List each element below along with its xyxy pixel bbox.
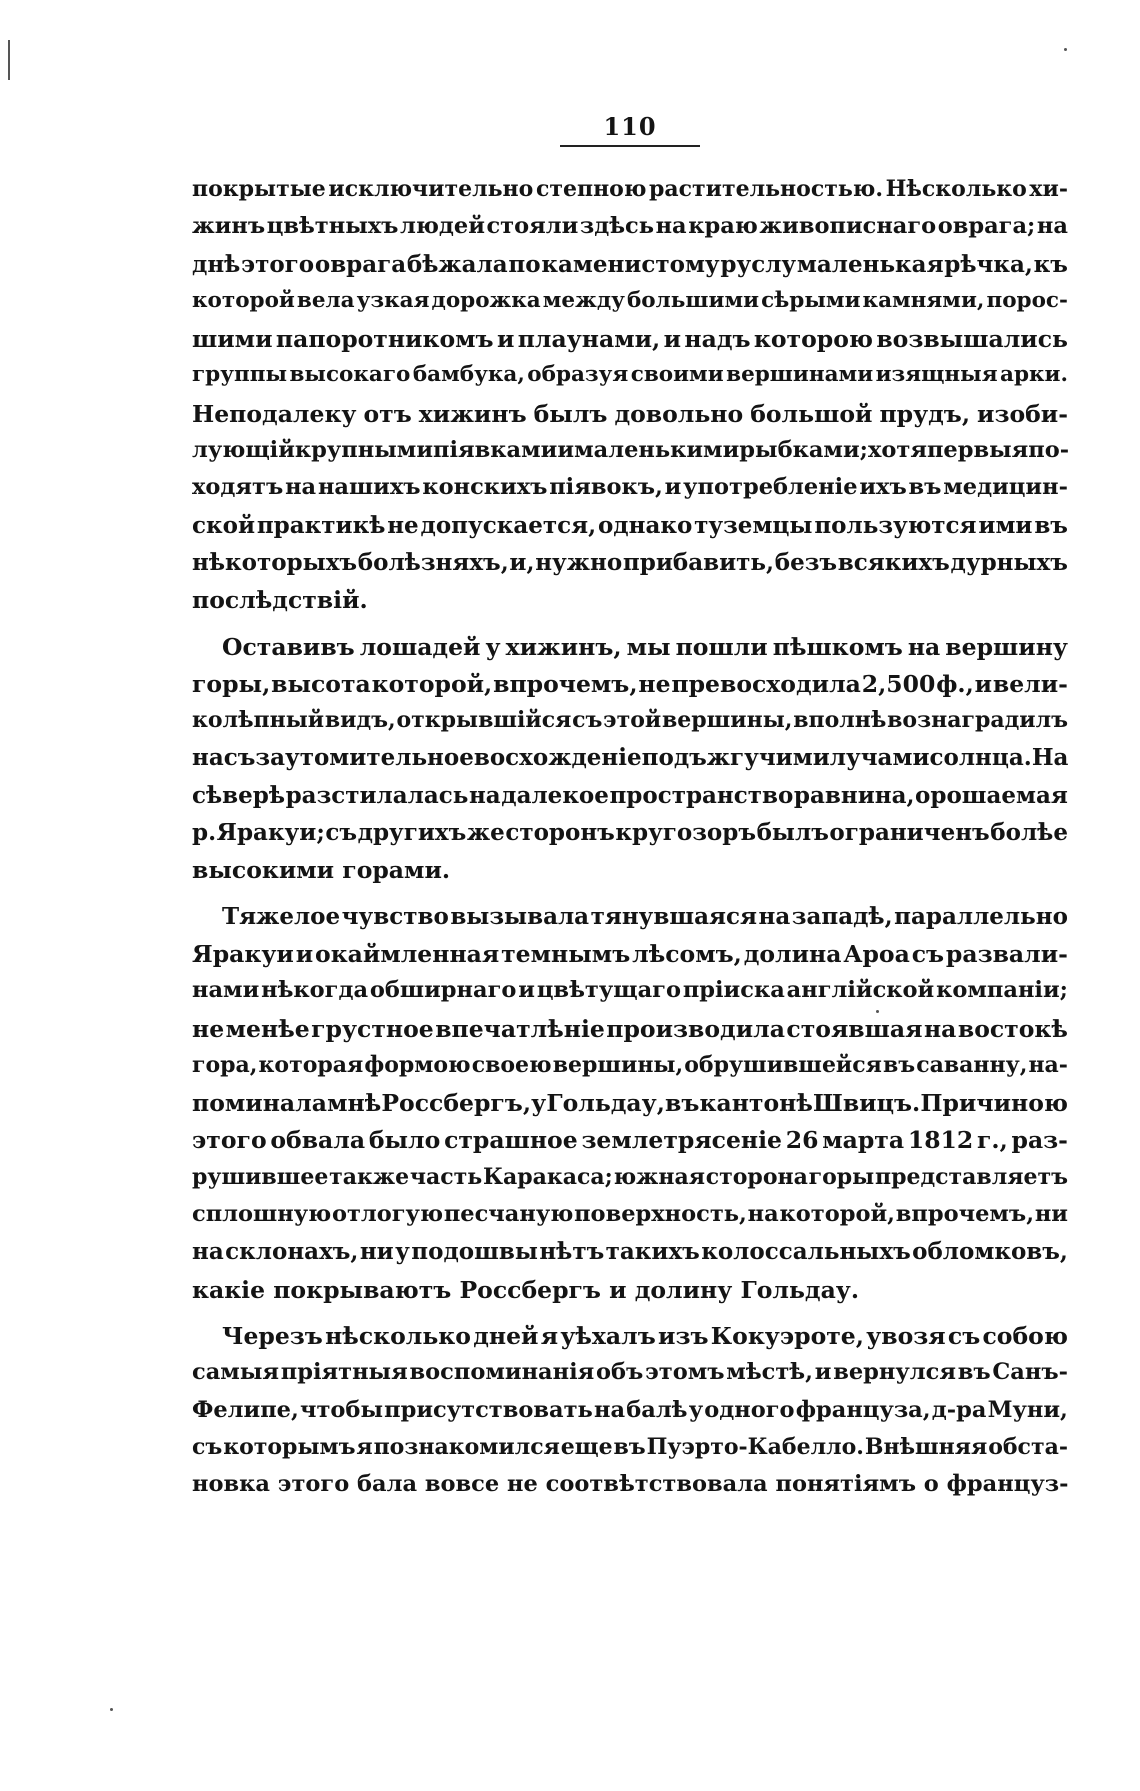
text-line: Неподалеку отъ хижинъ былъ довольно большой прудъ, изоби-	[192, 399, 1068, 428]
body-text	[192, 176, 1068, 1517]
paragraph	[192, 1322, 1068, 1508]
page-number: 110	[603, 112, 657, 141]
text-line: группы высокаго бамбука, образуя своими вершинами изящныя арки.	[192, 362, 1068, 388]
text-line: которой вела узкая дорожка между большими сѣрыми камнями, порос-	[192, 287, 1068, 313]
paragraph	[192, 903, 1068, 1313]
text-line: Черезъ нѣсколько дней я уѣхалъ изъ Кокуэроте, увозя съ собою	[222, 1321, 1068, 1350]
text-line: какіе покрываютъ Россбергъ и долину Гольдау.	[192, 1275, 860, 1304]
paragraph	[192, 633, 1068, 894]
text-line: сѣверѣ разстилалась на далекое пространство равнина, орошаемая	[192, 781, 1068, 809]
text-line: днѣ этого оврага бѣжала по каменистому руслу маленькая рѣчка, къ	[192, 250, 1068, 278]
text-line: лующій крупными піявками и маленькими рыбками; хотя первыя по-	[192, 437, 1070, 464]
text-line: горы, высота которой, впрочемъ, не превосходила 2,500 ф., и вели-	[192, 669, 1068, 698]
text-line: этого обвала было страшное землетрясеніе 26 марта 1812 г., раз-	[192, 1126, 1068, 1155]
text-line: рушившее также часть Каракаса; южная сторона горы представляетъ	[192, 1163, 1068, 1190]
text-line: Яракуи и окаймленная темнымъ лѣсомъ, долина Ароа съ развали-	[192, 939, 1068, 968]
text-line: насъ за утомительное восхожденіе подъ жгучими лучами солнца. На	[192, 744, 1069, 772]
text-line: съ которымъ я познакомился еще въ Пуэрто-Кабелло. Внѣшняя обста-	[192, 1433, 1068, 1460]
text-line: гора, которая формою своею вершины, обрушившейся въ саванну, на-	[192, 1051, 1068, 1078]
text-line: поминала мнѣ Россбергъ, у Гольдау, въ кантонѣ Швицъ. Причиною	[192, 1089, 1068, 1118]
text-line: ходятъ на нашихъ конскихъ піявокъ, и употребленіе ихъ въ медицин-	[192, 474, 1068, 501]
print-speck	[1064, 48, 1067, 51]
text-line: новка этого бала вовсе не соотвѣтствовала понятіямъ о француз-	[192, 1471, 1069, 1498]
print-speck	[110, 1708, 113, 1711]
text-line: шими папоротникомъ и плаунами, и надъ которою возвышались	[192, 325, 1068, 354]
text-line: высокими горами.	[192, 856, 451, 885]
text-line: на склонахъ, ни у подошвы нѣтъ такихъ колоссальныхъ обломковъ,	[192, 1238, 1068, 1266]
text-line: р. Яракуи; съ другихъ же сторонъ кругозоръ былъ ограниченъ болѣе	[192, 819, 1068, 847]
text-line: Фелипе, чтобы присутствовать на балѣ у одного француза, д-ра Муни,	[192, 1396, 1068, 1423]
text-line: послѣдствій.	[192, 586, 368, 615]
text-line: жинъ цвѣтныхъ людей стояли здѣсь на краю живописнаго оврага; на	[192, 213, 1068, 240]
page-number-rule	[560, 145, 700, 147]
page-edge-mark	[8, 40, 10, 80]
text-line: нами нѣкогда обширнаго и цвѣтущаго пріиска англійской компаніи;	[192, 977, 1068, 1004]
text-line: самыя пріятныя воспоминанія объ этомъ мѣстѣ, и вернулся въ Санъ-	[192, 1359, 1068, 1386]
text-line: Оставивъ лошадей у хижинъ, мы пошли пѣшкомъ на вершину	[222, 632, 1068, 661]
text-line: сплошную отлогую песчаную поверхность, на которой, впрочемъ, ни	[192, 1201, 1068, 1228]
text-line: нѣкоторыхъ болѣзняхъ, и, нужно прибавить, безъ всякихъ дурныхъ	[192, 548, 1068, 576]
text-line: покрытые исключительно степною растительностью. Нѣсколько хи-	[192, 176, 1068, 202]
text-line: ской практикѣ не допускается, однако туземцы пользуются ими въ	[192, 511, 1068, 539]
paragraph	[192, 176, 1068, 624]
text-line: колѣпный видъ, открывшійся съ этой вершины, вполнѣ вознаградилъ	[192, 707, 1068, 734]
text-line: Тяжелое чувство вызывала тянувшаяся на западѣ, параллельно	[222, 902, 1068, 930]
text-line: не менѣе грустное впечатлѣніе производила стоявшая на востокѣ	[192, 1014, 1068, 1043]
